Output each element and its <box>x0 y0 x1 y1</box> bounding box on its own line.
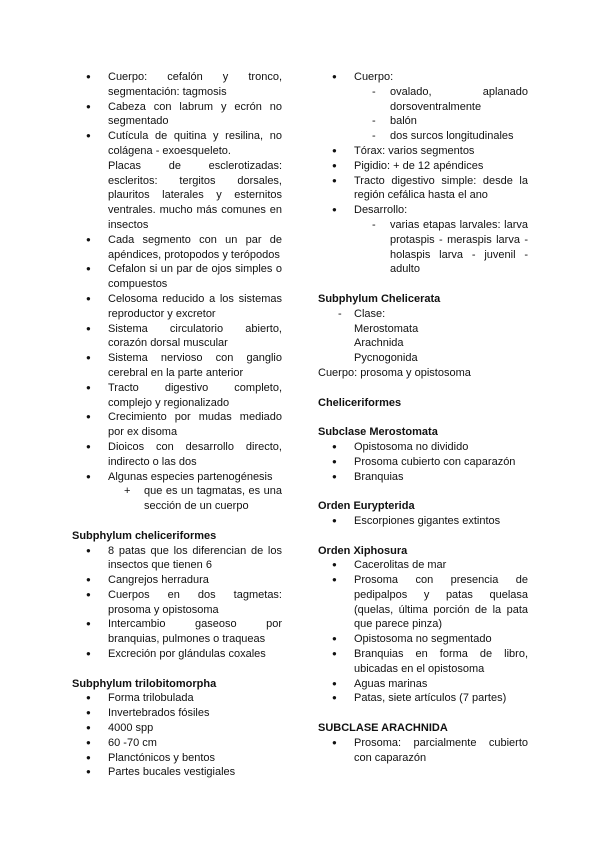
arthropod-traits-list <box>72 70 282 514</box>
list-item: ● Excreción por glándulas coxales <box>72 647 282 662</box>
list-item: ● Prosoma con presencia de pedipalpos y patas quelasa (quelas, última porción de la pata que parece pinza) <box>318 573 528 632</box>
list-item: ● Tracto digestivo simple: desde la región cefálica hasta el ano <box>318 174 528 204</box>
sub-list-item: - varias etapas larvales: larva protaspis - meraspis larva - holaspis larva - juvenil - adulto <box>318 218 528 277</box>
list-item: ● Sistema circulatorio abierto, corazón dorsal muscular <box>72 322 282 352</box>
list-item: ● Escorpiones gigantes extintos <box>318 514 528 529</box>
list-item: - Clase: <box>318 307 528 322</box>
chelicerata-list <box>318 307 528 366</box>
class-name: Arachnida <box>354 337 404 350</box>
list-item: ● Cangrejos herradura <box>72 573 282 588</box>
xiphosura-list <box>318 558 528 706</box>
class-name: Pycnogonida <box>354 352 418 365</box>
list-item: ● Prosoma cubierto con caparazón <box>318 455 528 470</box>
section-heading-orden-xiphosura: Orden Xiphosura <box>318 544 408 557</box>
arachnida-list <box>318 736 528 766</box>
left-column <box>72 70 282 780</box>
list-item: ● Opistosoma no dividido <box>318 440 528 455</box>
list-item: ● Cuerpo: <box>318 70 528 85</box>
list-item: ● Desarrollo: <box>318 203 528 218</box>
list-item: ● Patas, siete artículos (7 partes) <box>318 691 528 706</box>
list-item: ● Pigidio: + de 12 apéndices <box>318 159 528 174</box>
list-item: ● Celosoma reducido a los sistemas reproductor y excretor <box>72 292 282 322</box>
list-item: ● Cuerpo: cefalón y tronco, segmentación: tagmosis <box>72 70 282 100</box>
list-item: ● Dioicos con desarrollo directo, indirecto o las dos <box>72 440 282 470</box>
class-name: Merostomata <box>354 322 419 335</box>
sub-list-item: - balón <box>318 114 528 129</box>
section-heading-subphylum-trilobitomorpha: Subphylum trilobitomorpha <box>72 677 217 690</box>
sub-list-item: - dos surcos longitudinales <box>318 129 528 144</box>
cheliceriformes-list <box>72 544 282 662</box>
list-item: ● 4000 spp <box>72 721 282 736</box>
list-item: ● Partes bucales vestigiales <box>72 765 282 780</box>
list-item: ● Cefalon si un par de ojos simples o compuestos <box>72 262 282 292</box>
list-item: ● Invertebrados fósiles <box>72 706 282 721</box>
list-item: ● Opistosoma no segmentado <box>318 632 528 647</box>
eurypterida-list <box>318 514 528 529</box>
list-item: ● Intercambio gaseoso por branquias, pulmones o traqueas <box>72 617 282 647</box>
list-item: ● Tracto digestivo completo, complejo y regionalizado <box>72 381 282 411</box>
list-item: ● Cuerpos en dos tagmetas: prosoma y opistosoma <box>72 588 282 618</box>
section-heading-subphylum-chelicerata: Subphylum Chelicerata <box>318 292 441 305</box>
list-item: ● Algunas especies partenogénesis <box>72 470 282 485</box>
list-item: ● Aguas marinas <box>318 677 528 692</box>
list-item: ● Cacerolitas de mar <box>318 558 528 573</box>
sub-list-item: + que es un tagmatas, es una sección de un cuerpo <box>72 484 282 514</box>
list-item: ● 8 patas que los diferencian de los insectos que tienen 6 <box>72 544 282 574</box>
list-item-continuation: Placas de esclerotizadas: escleritos: tergitos dorsales, plauritos laterales y esternitos ventrales. mucho más comunes en insectos <box>108 159 282 231</box>
merostomata-list <box>318 440 528 484</box>
list-item: ● Crecimiento por mudas mediado por ex disoma <box>72 410 282 440</box>
list-item: ● Tórax: varios segmentos <box>318 144 528 159</box>
list-item: ● Cada segmento con un par de apéndices, protopodos y terópodos <box>72 233 282 263</box>
section-heading-subphylum-cheliceriformes: Subphylum cheliceriformes <box>72 529 217 542</box>
list-item: ● Branquias en forma de libro, ubicadas en el opistosoma <box>318 647 528 677</box>
list-item: ● Cabeza con labrum y ecrón no segmentado <box>72 100 282 130</box>
section-heading-subclase-arachnida: SUBCLASE ARACHNIDA <box>318 722 448 735</box>
list-item: ● Sistema nervioso con ganglio cerebral en la parte anterior <box>72 351 282 381</box>
trilobitomorpha-list <box>72 691 282 780</box>
section-heading-orden-eurypterida: Orden Eurypterida <box>318 500 415 513</box>
section-heading-cheliceriformes: Cheliceriformes <box>318 396 402 409</box>
list-item: ● Cutícula de quitina y resilina, no colágena - exoesqueleto. <box>72 129 282 159</box>
sub-list-item: - ovalado, aplanado dorsoventralmente <box>318 85 528 115</box>
list-item: ● Prosoma: parcialmente cubierto con caparazón <box>318 736 528 766</box>
list-item: ● 60 -70 cm <box>72 736 282 751</box>
list-item: ● Planctónicos y bentos <box>72 751 282 766</box>
right-column <box>318 70 528 765</box>
trilobite-traits-list <box>318 70 528 277</box>
list-item: ● Branquias <box>318 470 528 485</box>
list-item: ● Forma trilobulada <box>72 691 282 706</box>
body-text: Cuerpo: prosoma y opistosoma <box>318 366 471 379</box>
section-heading-subclase-merostomata: Subclase Merostomata <box>318 426 438 439</box>
